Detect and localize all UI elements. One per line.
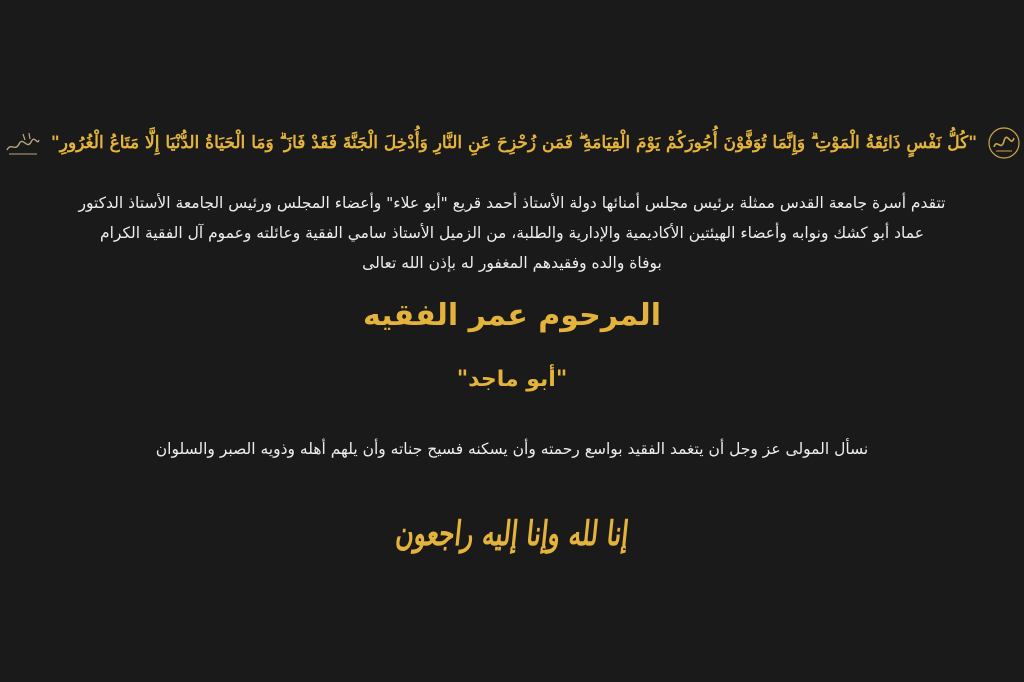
announcement-text (70, 188, 954, 278)
quran-verse-row (40, 118, 984, 168)
basmala-seal (987, 124, 1021, 162)
announcement-line: عماد أبو كشك ونوابه وأعضاء الهيئتين الأكاديمية والإدارية والطلبة، من الزميل الأستاذ سامي الفقية وعائلته وعموم آل الفقية الكرام (99, 224, 924, 242)
deceased-nickname: "أبو ماجد" (456, 367, 568, 392)
calligraphy-text: إنا لله وإنا إليه راجعون (393, 513, 631, 553)
announcement-line: بوفاة والده وفقيدهم المغفور له بإذن الله تعالى (362, 254, 662, 272)
announcement-line: تتقدم أسرة جامعة القدس ممثلة برئيس مجلس أمنائها دولة الأستاذ أحمد قريع "أبو علاء" وأعضاء المجلس ورئيس الجامعة الأستاذ الدكتور (78, 194, 946, 212)
inna-lillahi-calligraphy (392, 498, 632, 568)
prayer-text: نسأل المولى عز وجل أن يتغمد الفقيد بواسع رحمته وأن يسكنه فسيح جناته وأن يلهم أهله وذويه الصبر والسلوان (155, 440, 869, 458)
sadaqa-allah-seal (3, 124, 41, 162)
quran-verse: "كُلُّ نَفْسٍ ذَائِقَةُ الْمَوْتِ ۗ وَإِنَّمَا تُوَفَّوْنَ أُجُورَكُمْ يَوْمَ الْقِيَامَةِ ۖ فَمَن زُحْزِحَ عَنِ النَّارِ وَأُدْخِلَ الْجَنَّةَ فَقَدْ فَازَ ۗ وَمَا الْحَيَاةُ الدُّنْيَا إِلَّا مَتَاعُ الْغُرُورِ" (50, 133, 978, 153)
deceased-name: المرحوم عمر الفقيه (362, 298, 662, 333)
